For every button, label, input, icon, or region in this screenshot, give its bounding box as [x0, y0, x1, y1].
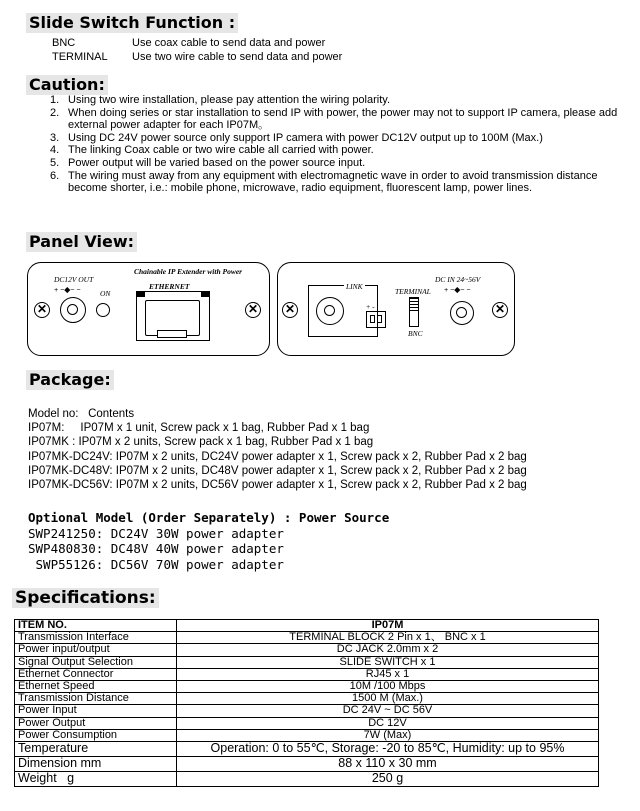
- spec-key: Power input/output: [15, 644, 177, 656]
- package-heading: Package:: [26, 370, 114, 390]
- spec-key: Dimension mm: [15, 756, 177, 771]
- screw-icon: ✕: [282, 302, 298, 318]
- caution-text: Using DC 24V power source only support IP camera with power DC12V output up to 100M (Max.): [68, 131, 543, 144]
- table-row: [15, 644, 599, 656]
- specifications-table: [14, 619, 599, 787]
- front-panel: [27, 262, 270, 356]
- power-led-icon: [96, 303, 110, 317]
- spec-value: DC 12V: [177, 717, 599, 729]
- slide-switch-icon: [409, 297, 419, 327]
- caution-number: 1.: [50, 94, 60, 106]
- spec-value: SLIDE SWITCH x 1: [177, 656, 599, 668]
- caution-item: [50, 107, 620, 132]
- slide-switch-key: TERMINAL: [52, 51, 108, 63]
- optional-title: Optional Model (Order Separately) : Power Source: [28, 510, 390, 525]
- caution-item: [50, 170, 620, 195]
- dc-out-polarity: + −◆− −: [54, 285, 81, 294]
- caution-text: The linking Coax cable or two wire cable all carried with power.: [68, 144, 374, 157]
- terminal-block-icon: [366, 311, 386, 328]
- bnc-connector-icon: [316, 297, 344, 325]
- specifications-heading: Specifications:: [12, 588, 159, 608]
- caution-item: [50, 144, 620, 157]
- on-label: ON: [100, 289, 111, 298]
- screw-icon: ✕: [34, 302, 50, 318]
- header-model: IP07M: [177, 620, 599, 632]
- slide-switch-table: [52, 36, 342, 64]
- table-row: [15, 729, 599, 741]
- spec-value: 7W (Max): [177, 729, 599, 741]
- spec-key: Transmission Distance: [15, 693, 177, 705]
- optional-line: SWP480830: DC48V 40W power adapter: [28, 541, 284, 556]
- caution-heading: Caution:: [26, 75, 108, 95]
- spec-key: Power Input: [15, 705, 177, 717]
- dc-out-jack-icon: [60, 297, 86, 323]
- caution-text: Power output will be varied based on the power source input.: [68, 156, 366, 169]
- caution-number: 3.: [50, 131, 60, 144]
- ethernet-label: ETHERNET: [149, 282, 190, 291]
- slide-switch-value: Use coax cable to send data and power: [132, 37, 326, 49]
- slide-switch-row: [52, 50, 342, 64]
- spec-value: 1500 M (Max.): [177, 693, 599, 705]
- caution-text: The wiring must away from any equipment with electromagnetic wave in order to avoid transmission distance become shorter, i.e.: mobile phone, microwave, radio equipment, fluorescent lamp, power lines.: [68, 169, 598, 195]
- package-line: Model no: Contents: [28, 408, 135, 420]
- spec-key: Weight g: [15, 771, 177, 786]
- slide-switch-key: BNC: [52, 37, 76, 49]
- spec-value: Operation: 0 to 55℃, Storage: -20 to 85℃, Humidity: up to 95%: [177, 741, 599, 756]
- package-line: IP07MK-DC56V: IP07M x 2 units, DC56V power adapter x 1, Screw pack x 2, Rubber Pad x 2 bag: [28, 479, 527, 492]
- dc-in-jack-icon: [450, 301, 474, 325]
- spec-key: Power Consumption: [15, 729, 177, 741]
- terminal-polarity: + -: [366, 302, 375, 311]
- spec-value: DC JACK 2.0mm x 2: [177, 644, 599, 656]
- spec-key: Ethernet Speed: [15, 680, 177, 692]
- terminal-label: TERMINAL: [395, 287, 431, 296]
- table-row: [15, 668, 599, 680]
- caution-number: 4.: [50, 144, 60, 157]
- rj45-port-icon: [136, 291, 210, 341]
- spec-value: 88 x 110 x 30 mm: [177, 756, 599, 771]
- slide-switch-heading: Slide Switch Function :: [26, 13, 238, 33]
- caution-number: 2.: [50, 106, 60, 119]
- optional-line: SWP241250: DC24V 30W power adapter: [28, 525, 284, 541]
- table-row: [15, 632, 599, 644]
- spec-value: 250 g: [177, 771, 599, 786]
- caution-text: When doing series or star installation to send IP with power, the power may not to support IP camera, please add external power adapter for each IP07M。: [68, 106, 618, 132]
- table-row: [15, 771, 599, 786]
- screw-icon: ✕: [492, 302, 508, 318]
- table-header-row: [15, 620, 599, 632]
- caution-number: 6.: [50, 169, 60, 182]
- bnc-label: BNC: [408, 329, 423, 338]
- device-title: Chainable IP Extender with Power: [134, 267, 243, 276]
- caution-item: [50, 157, 620, 170]
- slide-switch-row: [52, 36, 342, 50]
- dc-in-label: DC IN 24~56V: [435, 275, 481, 284]
- optional-model: [28, 510, 389, 572]
- spec-key: Signal Output Selection: [15, 656, 177, 668]
- package-line: IP07MK-DC24V: IP07M x 2 units, DC24V power adapter x 1, Screw pack x 2, Rubber Pad x 2 bag: [28, 450, 527, 463]
- caution-item: [50, 94, 620, 107]
- header-item: ITEM NO.: [15, 620, 177, 632]
- package-list: [28, 407, 527, 492]
- panel-view-heading: Panel View:: [26, 232, 137, 252]
- optional-line: SWP55126: DC56V 70W power adapter: [28, 556, 284, 572]
- caution-text: Using two wire installation, please pay attention the wiring polarity.: [68, 94, 391, 106]
- slide-switch-value: Use two wire cable to send data and power: [132, 51, 343, 63]
- spec-value: RJ45 x 1: [177, 668, 599, 680]
- caution-list: [50, 94, 620, 195]
- dc-in-polarity: + −◆− −: [444, 285, 471, 294]
- table-row: [15, 756, 599, 771]
- spec-key: Temperature: [15, 741, 177, 756]
- spec-value: DC 24V ~ DC 56V: [177, 705, 599, 717]
- spec-key: Transmission Interface: [15, 632, 177, 644]
- table-row: [15, 693, 599, 705]
- screw-icon: ✕: [245, 302, 261, 318]
- table-row: [15, 680, 599, 692]
- table-row: [15, 656, 599, 668]
- spec-key: Power Output: [15, 717, 177, 729]
- caution-number: 5.: [50, 156, 60, 169]
- table-row: [15, 717, 599, 729]
- package-line: IP07M: IP07M x 1 unit, Screw pack x 1 bag, Rubber Pad x 1 bag: [28, 422, 370, 435]
- package-line: IP07MK : IP07M x 2 units, Screw pack x 1 bag, Rubber Pad x 1 bag: [28, 436, 374, 449]
- rear-panel: [277, 262, 515, 356]
- table-row: [15, 705, 599, 717]
- spec-value: 10M /100 Mbps: [177, 680, 599, 692]
- spec-key: Ethernet Connector: [15, 668, 177, 680]
- dc-out-label: DC12V OUT: [54, 275, 94, 284]
- spec-value: TERMINAL BLOCK 2 Pin x 1、 BNC x 1: [177, 632, 599, 644]
- package-line: IP07MK-DC48V: IP07M x 2 units, DC48V power adapter x 1, Screw pack x 2, Rubber Pad x 2 bag: [28, 464, 527, 477]
- table-row: [15, 741, 599, 756]
- caution-item: [50, 132, 620, 145]
- link-label: LINK: [346, 282, 363, 291]
